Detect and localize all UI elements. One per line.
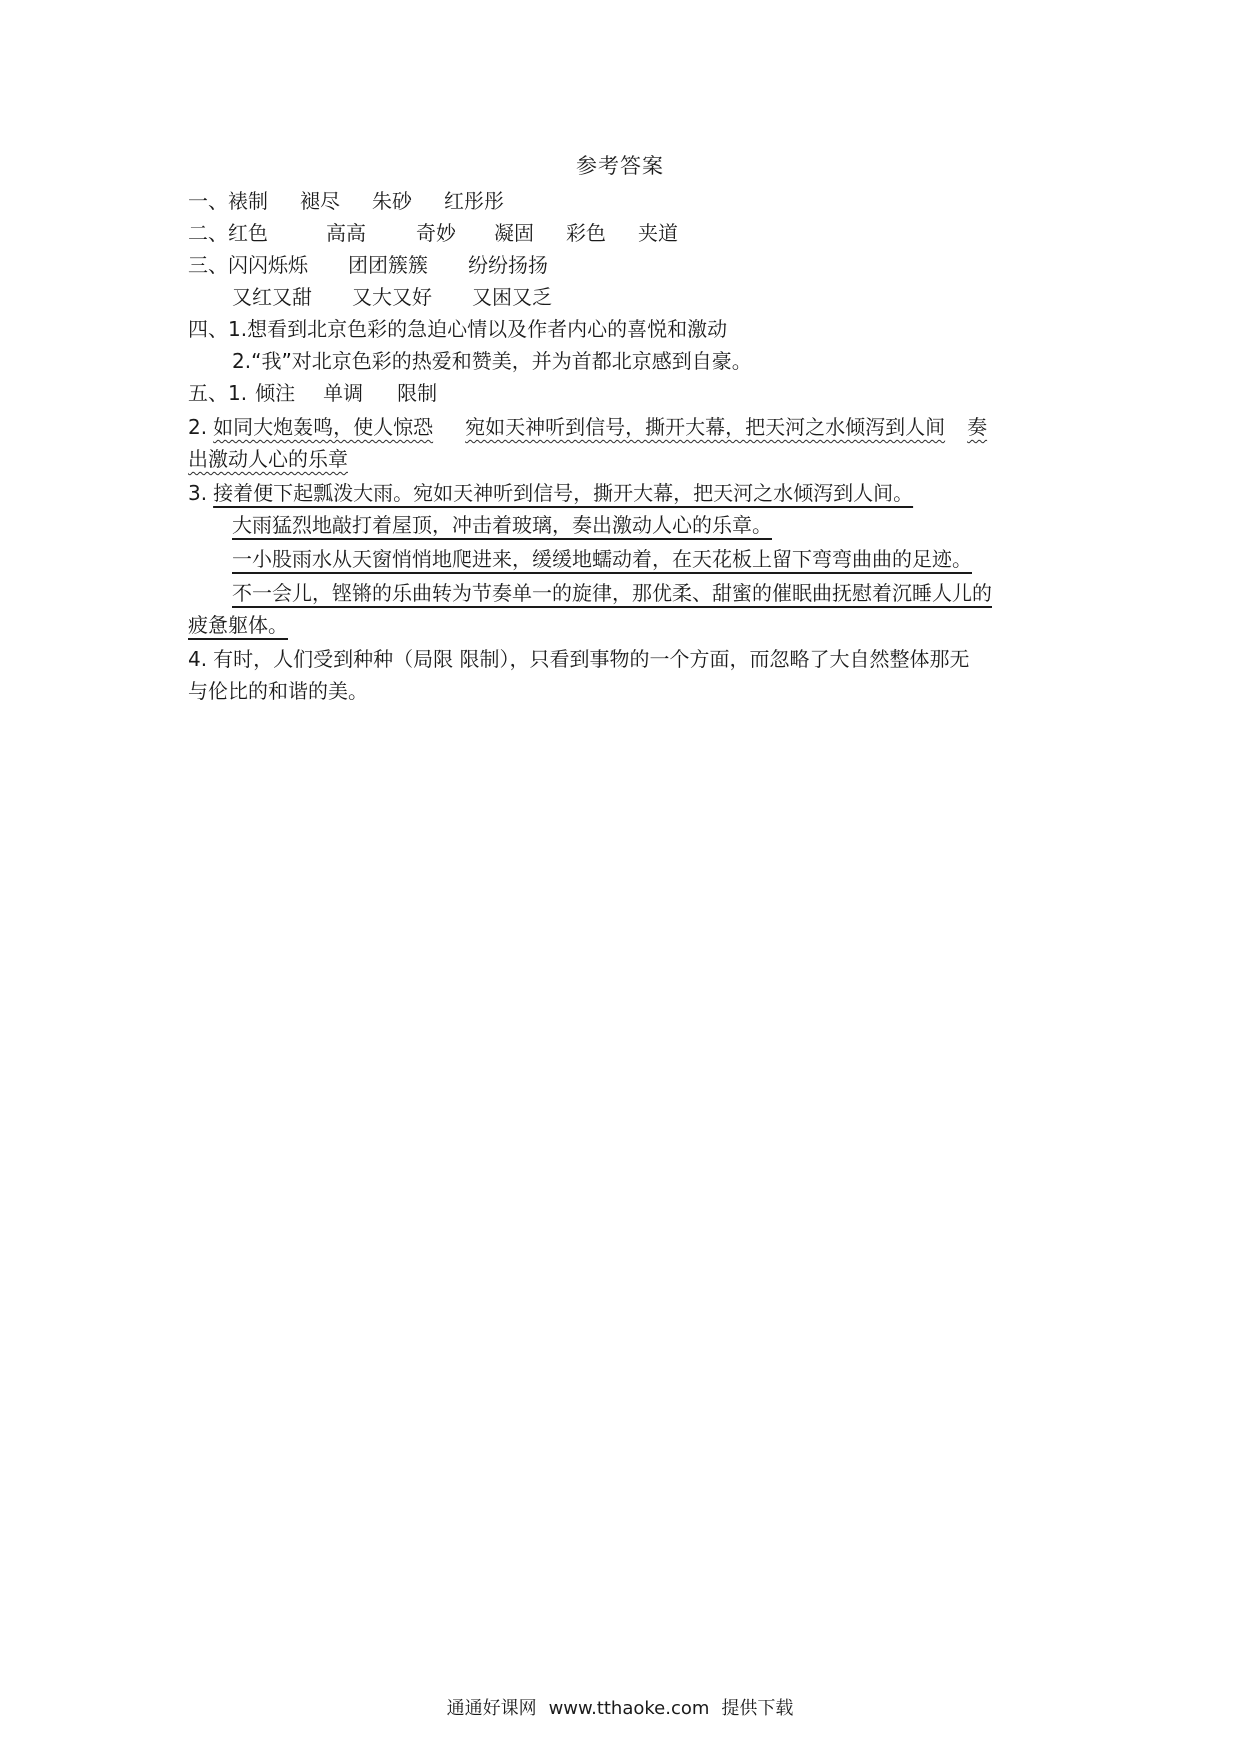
- underlined-sentence: 不一会儿，铿锵的乐曲转为节奏单一的旋律，那优柔、甜蜜的催眠曲抚慰着沉睡人儿的: [232, 581, 992, 605]
- section-2: [188, 218, 678, 248]
- section-5-q3-line-5: [188, 610, 288, 640]
- section-5-q4-line-2: [188, 676, 368, 706]
- wavy-underlined-text: 奏: [967, 415, 988, 439]
- section-5-q2: [188, 412, 987, 442]
- footer-url[interactable]: www.tthaoke.com: [548, 1698, 710, 1719]
- question-number: 1.: [228, 381, 248, 405]
- question-number: 4.: [188, 647, 208, 671]
- answer-item: 纷纷扬扬: [468, 253, 548, 277]
- answer-item: 夹道: [638, 221, 678, 245]
- answer-text: 与伦比的和谐的美。: [188, 679, 368, 703]
- answer-item: 倾注: [255, 381, 296, 405]
- section-2-label: 二、: [188, 221, 228, 245]
- section-4-label: 四、: [188, 317, 228, 341]
- underlined-sentence: 大雨猛烈地敲打着屋顶，冲击着玻璃，奏出激动人心的乐章。: [232, 513, 772, 537]
- section-4-answer-1: [188, 314, 727, 344]
- answer-item: 褪尽: [300, 189, 340, 213]
- answer-item: 单调: [323, 381, 364, 405]
- answer-item: 彩色: [566, 221, 606, 245]
- section-5-q1: [188, 378, 437, 408]
- answer-item: 团团簇簇: [348, 253, 428, 277]
- section-5-q3-line-3: [232, 544, 972, 574]
- underlined-sentence: 疲惫躯体。: [188, 613, 288, 637]
- answer-item: 裱制: [228, 189, 268, 213]
- section-5-q4-line-1: [188, 644, 969, 674]
- section-5-q2-cont: [188, 444, 348, 474]
- section-3-row-1: [188, 250, 548, 280]
- wavy-underlined-text: 宛如天神听到信号，撕开大幕，把天河之水倾泻到人间: [465, 415, 946, 439]
- answer-item: 又红又甜: [232, 285, 312, 309]
- section-1-label: 一、: [188, 189, 228, 213]
- section-5-q3-line-2: [232, 510, 772, 540]
- wavy-underlined-text: 出激动人心的乐章: [188, 447, 348, 471]
- answer-item: 又困又乏: [472, 285, 552, 309]
- answer-item: 红色: [228, 221, 268, 245]
- section-5-label: 五、: [188, 381, 228, 405]
- page-title: 参考答案: [576, 154, 664, 178]
- answer-item: 高高: [326, 221, 366, 245]
- wavy-underlined-text: 如同大炮轰鸣，使人惊恐: [213, 415, 434, 439]
- section-3-row-2: [232, 282, 552, 312]
- section-5-q3-line-1: [188, 478, 913, 508]
- question-number: 2.: [188, 415, 208, 439]
- footer-site-name: 通通好课网: [446, 1698, 537, 1719]
- footer-tail: 提供下载: [721, 1698, 794, 1719]
- section-3-label: 三、: [188, 253, 228, 277]
- page-footer: [0, 1697, 1240, 1721]
- section-1: [188, 186, 504, 216]
- answer-item: 奇妙: [416, 221, 456, 245]
- section-5-q3-line-4: [232, 578, 992, 608]
- underlined-sentence: 接着便下起瓢泼大雨。宛如天神听到信号，撕开大幕，把天河之水倾泻到人间。: [213, 481, 914, 505]
- answer-item: 朱砂: [372, 189, 412, 213]
- answer-item: 红彤彤: [444, 189, 504, 213]
- answer-text: 2.“我”对北京色彩的热爱和赞美，并为首都北京感到自豪。: [232, 349, 752, 373]
- section-4-answer-2: [232, 346, 752, 376]
- answer-text: 1.想看到北京色彩的急迫心情以及作者内心的喜悦和激动: [228, 317, 728, 341]
- answer-item: 闪闪烁烁: [228, 253, 308, 277]
- answer-item: 凝固: [494, 221, 534, 245]
- underlined-sentence: 一小股雨水从天窗悄悄地爬进来，缓缓地蠕动着，在天花板上留下弯弯曲曲的足迹。: [232, 547, 972, 571]
- answer-item: 限制: [397, 381, 438, 405]
- answer-text: 有时，人们受到种种（局限 限制），只看到事物的一个方面，而忽略了大自然整体那无: [213, 647, 970, 671]
- answer-item: 又大又好: [352, 285, 432, 309]
- question-number: 3.: [188, 481, 208, 505]
